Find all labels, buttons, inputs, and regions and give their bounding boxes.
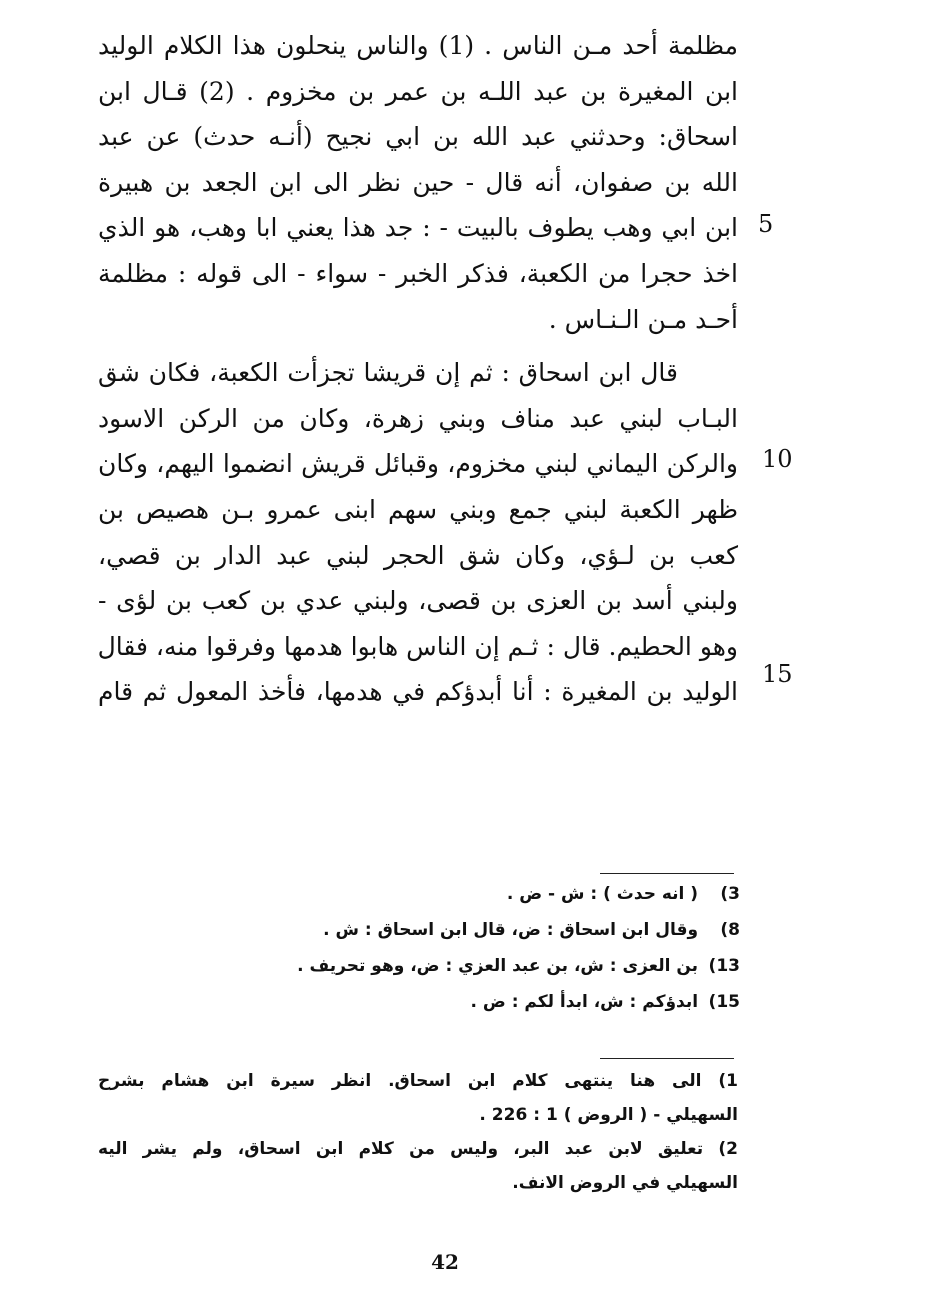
- variant-number: 15): [708, 992, 740, 1012]
- variant-text: وقال ابن اسحاق : ض، قال ابن اسحاق : ش .: [323, 920, 699, 940]
- text-line: والركن اليماني لبني مخزوم، وقبائل قريش انضموا اليهم، وكان: [98, 449, 738, 479]
- footnote-number: 1): [718, 1071, 738, 1091]
- text-line: ولبني أسد بن العزى بن قصى، ولبني عدي بن كعب بن لؤى -: [98, 586, 738, 616]
- footnote-text: الى هنا ينتهى كلام ابن اسحاق. انظر سيرة ابن هشام بشرح: [98, 1071, 702, 1091]
- page-number: 42: [431, 1250, 459, 1274]
- variant-note: [150, 984, 740, 1020]
- text-line: البـاب لبني عبد مناف وبني زهرة، وكان من الركن الاسود: [98, 403, 738, 433]
- text-line: أحـد مـن الـنـاس .: [548, 304, 738, 334]
- line-number: 10: [762, 445, 793, 473]
- variant-note: [150, 948, 740, 984]
- footnotes: [98, 1064, 738, 1200]
- text-line: الله بن صفوان، أنه قال - حين نظر الى ابن الجعد بن هبيرة: [98, 167, 738, 197]
- apparatus-rule: [600, 873, 734, 874]
- footnote-line: السهيلي - ( الروض ) 1 : 226 .: [479, 1105, 738, 1125]
- variant-number: 13): [708, 956, 740, 976]
- text-line: ظهر الكعبة لبني جمع وبني سهم ابنى عمرو بـن هصيص بن: [98, 494, 738, 524]
- footnote-number: 2): [718, 1139, 738, 1159]
- variant-text: بن العزى : ش، بن عبد العزي : ض، وهو تحريف .: [297, 956, 699, 976]
- text-line: الوليد بن المغيرة : أنا أبدؤكم في هدمها، فأخذ المعول ثم قام: [98, 677, 738, 707]
- variant-note: [150, 912, 740, 948]
- footnote-rule: [600, 1058, 734, 1059]
- text-line: ابن المغيرة بن عبد اللـه بن عمر بن مخزوم . (2) قـال ابن: [98, 76, 738, 106]
- main-text: [98, 23, 738, 715]
- variant-text: ( انه حدث ) : ش - ض .: [506, 884, 699, 904]
- text-line: مظلمة أحد مـن الناس . (1) والناس ينحلون هذا الكلام الوليد: [98, 31, 738, 60]
- text-line: قال ابن اسحاق : ثم إن قريشا تجزأت الكعبة، فكان شق: [98, 358, 678, 388]
- line-number: 5: [758, 210, 774, 238]
- variant-number: 8): [720, 920, 740, 940]
- variant-text: ابدؤكم : ش، ابدأ لكم : ض .: [470, 992, 699, 1012]
- line-number: 15: [762, 660, 793, 688]
- text-line: اسحاق: وحدثني عبد الله بن ابي نجيح (أنـه حدث) عن عبد: [98, 122, 738, 152]
- text-line: كعب بن لـؤي، وكان شق الحجر لبني عبد الدار بن قصي،: [98, 540, 738, 570]
- variant-apparatus: [150, 876, 740, 1020]
- footnote-line: [98, 1132, 738, 1166]
- text-line: وهو الحطيم. قال : ثـم إن الناس هابوا هدمها وفرقوا منه، فقال: [97, 631, 738, 661]
- footnote-line: السهيلي في الروض الانف.: [512, 1173, 738, 1193]
- variant-note: [150, 876, 740, 912]
- text-line: اخذ حجرا من الكعبة، فذكر الخبر - سواء - الى قوله : مظلمة: [98, 258, 738, 288]
- footnote-line: [98, 1064, 738, 1098]
- footnote-text: تعليق لابن عبد البر، وليس من كلام ابن اسحاق، ولم يشر اليه: [98, 1139, 704, 1159]
- variant-number: 3): [720, 884, 740, 904]
- text-line: ابن ابي وهب يطوف بالبيت - : جد هذا يعني ابا وهب، هو الذي: [98, 213, 738, 243]
